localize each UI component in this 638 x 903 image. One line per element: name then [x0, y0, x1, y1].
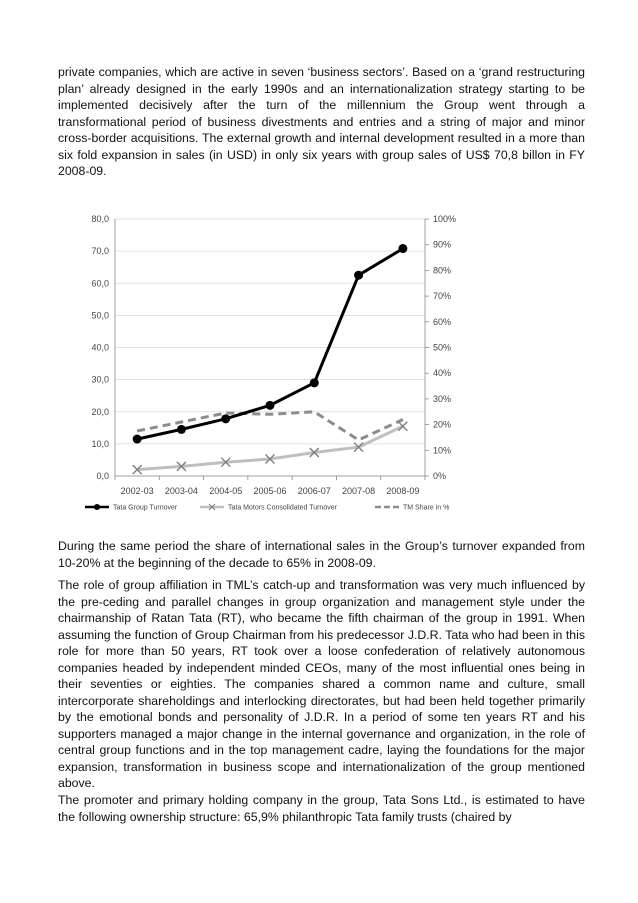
paragraph-intro: private companies, which are active in seven ‘business sectors’. Based on a ‘grand restructuring plan’ already designed in the early 1990s and an internationalization strategy starting to be implemented decisively after the turn of the millennium the Group went through a transformational period of business divestments and entries and a string of major and minor cross-border acquisitions. The external growth and internal development resulted in a more than six fold expansion in sales (in USD) in only six years with group sales of US$ 70,8 billon in FY 2008-09.: [58, 65, 585, 178]
y-right-tick-label: 100%: [433, 214, 457, 224]
y-right-tick-label: 70%: [433, 291, 452, 302]
chart-svg: [70, 205, 490, 525]
y-right-tick-label: 60%: [433, 316, 452, 327]
y-right-tick-label: 90%: [433, 239, 452, 250]
paragraph-international-share: During the same period the share of international sales in the Group’s turnover expanded from 10-20% at the beginning of the decade to 65% in 2008-09.: [58, 539, 585, 570]
x-tick-label: 2005-06: [253, 486, 287, 496]
tata-group-point: [310, 378, 319, 387]
legend-label: Tata Motors Consolidated Turnover: [228, 504, 337, 512]
y-right-tick-label: 0%: [433, 471, 447, 481]
y-right-tick-label: 30%: [433, 393, 452, 404]
y-left-tick-label: 80,0: [91, 214, 109, 224]
legend-label: TM Share in %: [403, 504, 450, 512]
x-tick-label: 2002-03: [120, 486, 154, 496]
series-line-tata-motors: [137, 426, 403, 469]
y-right-tick-label: 50%: [433, 342, 452, 353]
y-right-tick-label: 80%: [433, 265, 452, 276]
legend-marker-circle: [94, 504, 100, 510]
turnover-chart: [70, 205, 490, 525]
y-left-tick-label: 0,0: [96, 471, 109, 481]
y-left-tick-label: 30,0: [91, 374, 109, 385]
x-tick-label: 2008-09: [386, 486, 420, 496]
tata-group-point: [221, 414, 230, 423]
tata-group-point: [133, 435, 142, 444]
tata-group-point: [266, 401, 275, 410]
y-left-tick-label: 50,0: [91, 310, 109, 321]
y-left-tick-label: 10,0: [91, 438, 109, 449]
y-left-tick-label: 40,0: [91, 342, 109, 353]
series-line-tata-group: [137, 249, 403, 440]
x-tick-label: 2003-04: [164, 486, 198, 496]
series-line-tm-share: [137, 412, 403, 440]
x-tick-label: 2004-05: [209, 486, 243, 496]
y-right-tick-label: 40%: [433, 368, 452, 379]
y-right-tick-label: 10%: [433, 445, 452, 456]
tata-group-point: [398, 244, 407, 253]
y-left-tick-label: 20,0: [91, 406, 109, 417]
paragraph-group-affiliation: The role of group affiliation in TML’s catch-up and transformation was very much influenced by the pre-ceding and parallel changes in group organization and management style under the chairmanship of Ratan Tata (RT), who became the fifth chairman of the group in 1991. When assuming the function of Group Chairman from his predecessor J.D.R. Tata who had been in this role for more than 50 years, RT took over a loose confederation of relatively autonomous companies headed by independent minded CEOs, many of the most influential ones being in their seventies or eighties. The companies shared a common name and culture, small intercorporate shareholdings and interlocking directorates, but had been held together primarily by the emotional bonds and personality of J.D.R. In a period of some ten years RT and his supporters managed a major change in the internal governance and organization, in the role of central group functions and in the top management cadre, laying the foundations for the major expansion, transformation in business scope and internationalization of the group mentioned above.: [58, 578, 585, 790]
y-left-tick-label: 60,0: [91, 278, 109, 289]
paragraph-ownership: The promoter and primary holding company in the group, Tata Sons Ltd., is estimated to have the following ownership structure: 65,9% philanthropic Tata family trusts (chaired by: [58, 793, 585, 824]
x-tick-label: 2006-07: [297, 486, 331, 496]
x-tick-label: 2007-08: [342, 486, 376, 496]
y-right-tick-label: 20%: [433, 419, 452, 430]
tata-group-point: [177, 425, 186, 434]
tata-group-point: [354, 271, 363, 280]
legend-label: Tata Group Turnover: [113, 504, 178, 512]
y-left-tick-label: 70,0: [91, 246, 109, 257]
